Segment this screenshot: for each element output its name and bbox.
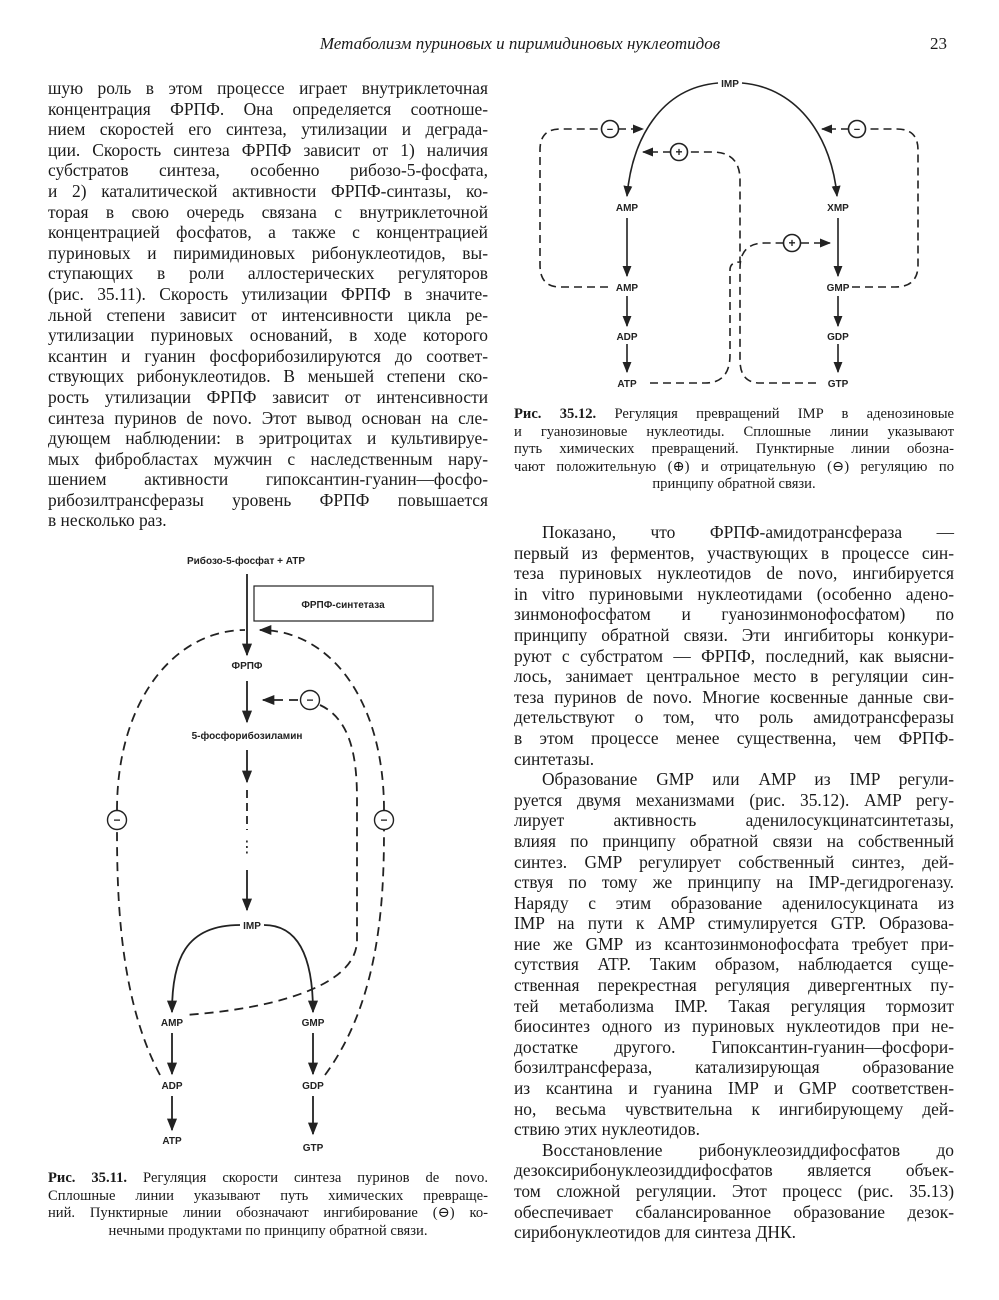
minus-sign: − [606, 124, 614, 136]
arrow-imp-amp [627, 83, 718, 196]
figure-35-11-diagram [108, 574, 434, 1134]
text-line: в несколько раз. [48, 510, 167, 531]
label-gtp: GTP [302, 1143, 324, 1154]
text-line: тей метаболизма IMP. Такая регуляция тормозит [514, 995, 954, 1016]
label-amp: AMP [615, 283, 639, 294]
text-line: in vitro пуриновыми нуклеотидами (особенно адено- [514, 583, 954, 604]
caption-line: чают положительную (⊕) и отрицательную (⊖) регуляцию по [514, 458, 954, 475]
text-line: но, весьма чувствительна к ингибирующему дей- [514, 1098, 954, 1119]
caption-line: ний. Пунктирные линии обозначают ингибирование (⊖) ко- [48, 1205, 488, 1221]
text-line: лось, занимает центральное место в регуляции син- [514, 666, 954, 687]
text-line: ние же GMP из ксантозинмонофосфата требует при- [514, 933, 954, 954]
minus-sign: − [306, 693, 314, 707]
label-adp: ADP [161, 1081, 183, 1092]
minus-sign: − [113, 813, 121, 827]
minus-sign: − [853, 124, 861, 136]
label-imp: IMP [721, 79, 739, 90]
text-line: синтез. GMP регулирует собственный синтез, дей- [514, 851, 954, 872]
text-line: шением активности гипоксантин-гуанин—фосфо- [48, 469, 488, 490]
caption-line: Регуляция превращений IMP в аденозиновые [596, 406, 954, 422]
text-line: концентрация ФРПФ. Она определяется соотноше- [48, 98, 488, 119]
text-line: ствию этих нуклеотидов. [514, 1119, 700, 1140]
text-line: принципу обратной связи. Эти ингибиторы конкури- [514, 624, 954, 645]
plus-sign: + [675, 145, 683, 159]
text-line: Наряду с этим образование аденилосукцината из [514, 892, 954, 913]
text-line: детельствуют о том, что роль амидотрансферазы [514, 707, 954, 728]
page-number: 23 [930, 34, 947, 53]
text-line: лирует активность аденилосукцинатсинтетазы, [514, 810, 954, 831]
text-line: синтеза пуринов de novo. Этот вывод основан на сле- [48, 407, 488, 428]
label-pra: 5-фосфорибозиламин [191, 731, 303, 742]
text-line: пуриновых и пиримидиновых рибонуклеотидов, вы- [48, 242, 488, 263]
text-line: теза пуриновых нуклеотидов de novo, ингибируется [514, 563, 954, 584]
figure-35-12-caption [514, 406, 954, 494]
text-line: концентрацией фосфатов, а также с концентрацией [48, 222, 488, 243]
figure-35-11-caption [48, 1170, 488, 1240]
text-line: Показано, что ФРПФ-амидотрансфераза — [542, 522, 954, 542]
text-line: биосинтез одного из пуриновых нуклеотидов при не- [514, 1016, 954, 1037]
text-line: ступающих в роли аллостерических регуляторов [48, 263, 488, 284]
text-line: теза пуринов de novo. Многие косвенные данные сви- [514, 686, 954, 707]
text-line: синтетазы. [514, 748, 595, 769]
caption-line: и гуанозиновые нуклеотиды. Сплошные линии указывают [514, 423, 954, 440]
text-line: том сложной регуляции. Этот процесс (рис. 35.13) [514, 1181, 954, 1201]
label-amp: AMP [615, 203, 639, 214]
text-line: (рис. 35.11). Скорость утилизации ФРПФ в значите- [48, 283, 488, 304]
label-gdp: GDP [827, 332, 849, 343]
caption-line: Сплошные линии указывают путь химических превраще- [48, 1187, 488, 1204]
text-line: дующем наблюдении: в эритроцитах и культивируе- [48, 428, 488, 449]
arrow-imp-xmp [742, 83, 837, 196]
figure-35-12-diagram [540, 83, 918, 383]
text-line: зинмонофосфатом и гуанозинмонофосфатом) по [514, 604, 954, 625]
label-amp: AMP [160, 1018, 184, 1029]
continuation-dots: ⋮ [239, 839, 255, 856]
minus-sign: − [380, 813, 388, 827]
text-line: рость утилизации ФРПФ зависит от интенсивности [48, 386, 488, 407]
text-line: мых фибробластах мужчин с наследственным нару- [48, 448, 488, 469]
text-line: обеспечивает сбалансированное образование дезок- [514, 1201, 954, 1222]
text-line: в этом процессе менее существенна, чем ФРПФ- [514, 727, 954, 748]
text-line: достатке другого. Гипоксантин-гуанин—фосфори- [514, 1036, 954, 1057]
label-gtp: GTP [827, 379, 849, 390]
label-xmp: XMP [827, 203, 849, 214]
text-line: руют с субстратом — ФРПФ, последний, как выясни- [514, 645, 954, 666]
caption-label: Рис. 35.12. [514, 406, 597, 422]
label-atp: ATP [162, 1136, 182, 1147]
caption-line: путь химических превращений. Пунктирные линии обозна- [514, 441, 954, 457]
label-gmp: GMP [826, 283, 850, 294]
text-line: влияя по принципу обратной связи на собственный [514, 830, 954, 851]
caption-line: Регуляция скорости синтеза пуринов de novo. [127, 1170, 489, 1186]
text-line: ции. Скорость синтеза ФРПФ зависит от 1) наличия [48, 139, 488, 160]
label-gdp: GDP [302, 1081, 324, 1092]
caption-line: принципу обратной связи. [652, 476, 816, 492]
text-line: ствующих рибонуклеотидов. В меньшей степени ско- [48, 366, 488, 387]
plus-sign: + [788, 236, 796, 250]
text-line: из ксантина и гуанина IMP и GMP соответствен- [514, 1078, 954, 1099]
text-line: шую роль в этом процессе играет внутриклеточная [48, 78, 488, 98]
text-line: первый из ферментов, участвующих в процессе син- [514, 542, 954, 563]
running-title: Метаболизм пуриновых и пиримидиновых нуклеотидов [319, 34, 721, 53]
label-imp: IMP [243, 921, 261, 932]
label-prpp: ФРПФ [231, 661, 263, 672]
label-enzyme: ФРПФ-синтетаза [301, 600, 385, 611]
label-adp: ADP [616, 332, 638, 343]
caption-line: нечными продуктами по принципу обратной связи. [108, 1222, 428, 1239]
text-line: и 2) каталитической активности ФРПФ-синтазы, ко- [48, 180, 488, 201]
text-line: ственная перекрестная регуляция дивергентных пу- [514, 975, 954, 996]
text-line: утилизации пуриновых оснований, в ходе которого [48, 325, 488, 346]
label-atp: ATP [617, 379, 637, 390]
caption-label: Рис. 35.11. [48, 1170, 128, 1186]
text-line: торая в свою очередь связана с внутриклеточной [48, 201, 488, 222]
label-gmp: GMP [301, 1018, 325, 1029]
text-line: рибозилтрансферазы уровень ФРПФ повышается [48, 489, 488, 510]
text-line: сутствия ATP. Таким образом, наблюдается суще- [514, 954, 954, 975]
text-line: ксантин и гуанин фосфорибозилируются до соответ- [48, 345, 488, 366]
label-substrate: Рибозо-5-фосфат + ATP [186, 556, 306, 567]
text-line: сирибонуклеотидов для синтеза ДНК. [514, 1222, 796, 1243]
text-line: нием скоростей его синтеза, утилизации и деграда- [48, 119, 488, 140]
text-line: льной степени зависит от интенсивности цикла ре- [48, 304, 488, 325]
text-line: ствуя по тому же принципу на IMP-дегидрогеназу. [514, 872, 954, 893]
text-line: IMP на пути к AMP стимулируется GTP. Образова- [514, 913, 954, 934]
text-line: Образование GMP или AMP из IMP регули- [542, 769, 954, 790]
text-line: руется двумя механизмами (рис. 35.12). AMP регу- [514, 789, 954, 810]
text-line: Восстановление рибонуклеозиддифосфатов до [542, 1139, 954, 1160]
text-line: субстратов синтеза, особенно рибозо-5-фосфата, [48, 160, 488, 181]
text-line: дезоксирибонуклеозиддифосфатов является объек- [514, 1160, 954, 1181]
text-line: бозилтрансфераза, катализирующая образование [514, 1057, 954, 1078]
